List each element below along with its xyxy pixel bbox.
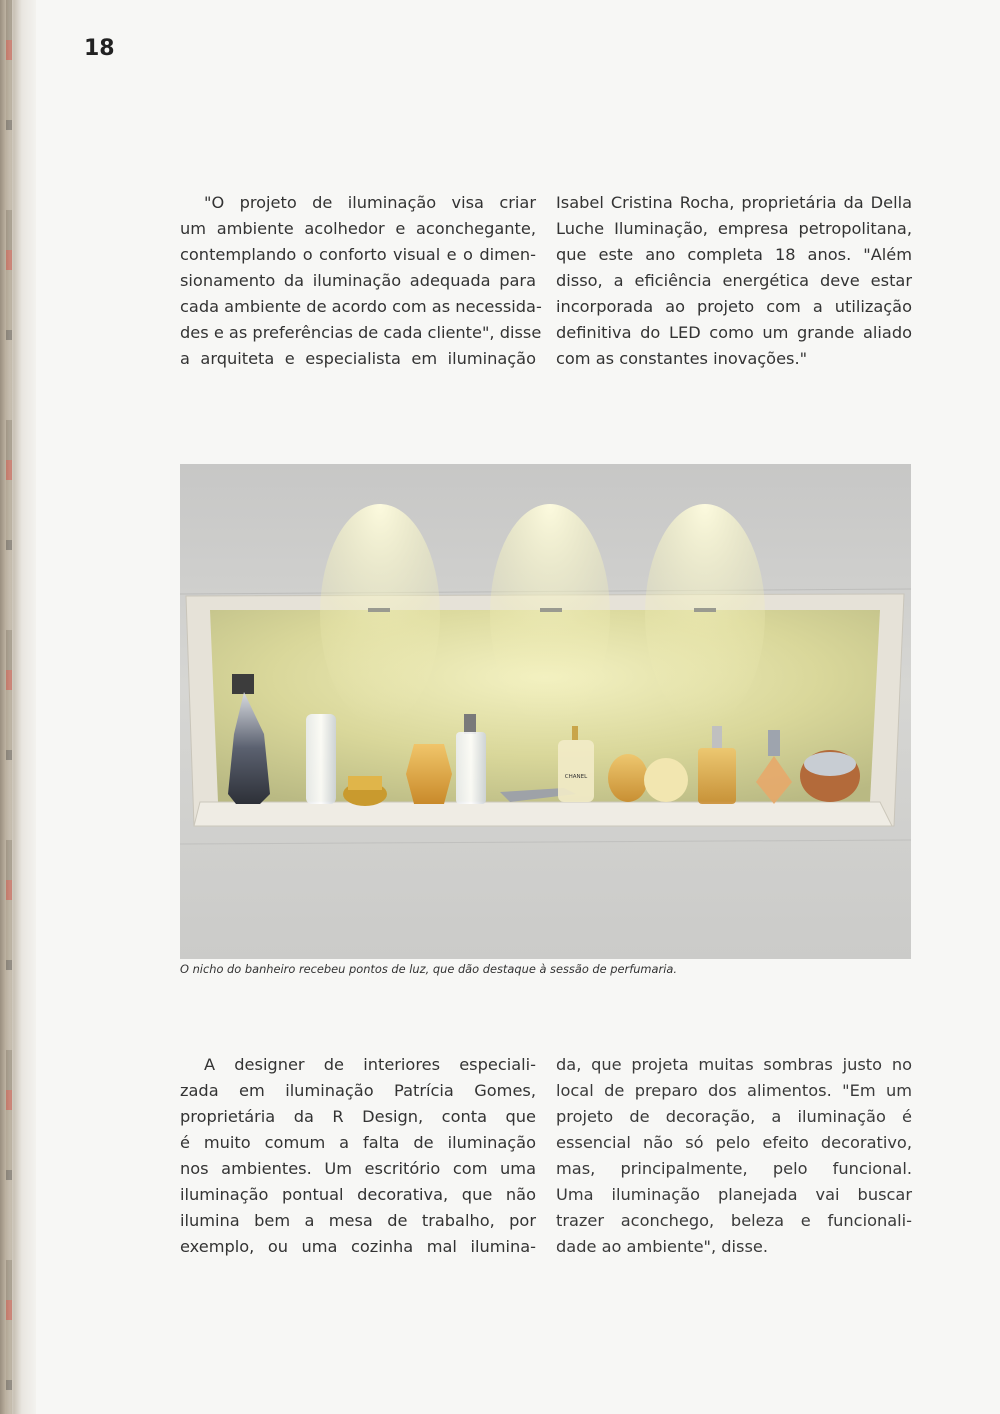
text-line: é muito comum a falta de iluminação	[180, 1133, 536, 1152]
text-line: trazer aconchego, beleza e funcionali-	[556, 1211, 912, 1230]
text-line: da, que projeta muitas sombras justo no	[556, 1055, 912, 1074]
text-line: proprietária da R Design, conta que	[180, 1107, 536, 1126]
text-line: Uma iluminação planejada vai buscar	[556, 1185, 912, 1204]
text-line: disso, a eficiência energética deve estar	[556, 271, 912, 290]
photo-caption: O nicho do banheiro recebeu pontos de luz, que dão destaque à sessão de perfumaria.	[180, 962, 677, 976]
perfume-bottle-gold-gem	[406, 744, 452, 804]
text-line: exemplo, ou uma cozinha mal ilumina-	[180, 1237, 536, 1256]
text-line: local de preparo dos alimentos. "Em um	[556, 1081, 912, 1100]
text-line: ilumina bem a mesa de trabalho, por	[180, 1211, 536, 1230]
text-line: dade ao ambiente", disse.	[556, 1237, 769, 1256]
text-line: Luche Iluminação, empresa petropolitana,	[556, 219, 912, 238]
light-spot	[320, 504, 440, 724]
niche-photo-illustration	[180, 464, 911, 959]
spot-fixture	[694, 608, 716, 612]
perfume-bottle-clear	[456, 732, 486, 804]
text-line: definitiva do LED como um grande aliado	[556, 323, 912, 342]
perfume-cap	[768, 730, 780, 756]
article-column-top-right	[556, 190, 912, 372]
text-line: contemplando o conforto visual e o dimen-	[180, 245, 536, 264]
text-line: mas, principalmente, pelo funcional.	[556, 1159, 912, 1178]
perfume-cap	[232, 674, 254, 694]
light-spot	[645, 504, 765, 724]
text-line: nos ambientes. Um escritório com uma	[180, 1159, 536, 1178]
perfume-cap	[572, 726, 578, 740]
text-line: projeto de decoração, a iluminação é	[556, 1107, 912, 1126]
chanel-label: CHANEL	[564, 774, 588, 780]
photo-bathroom-niche	[180, 464, 911, 959]
article-column-bottom-left	[180, 1052, 536, 1260]
perfume-bottle-cream	[644, 758, 688, 802]
text-line: cada ambiente de acordo com as necessida-	[180, 297, 542, 316]
perfume-bottle-amber	[608, 754, 648, 802]
spot-fixture	[368, 608, 390, 612]
text-line: iluminação pontual decorativa, que não	[180, 1185, 536, 1204]
text-line: que este ano completa 18 anos. "Além	[556, 245, 912, 264]
text-line: sionamento da iluminação adequada para	[180, 271, 536, 290]
perfume-bottle-chanel	[558, 740, 594, 802]
article-column-top-left	[180, 190, 542, 372]
text-line: "O projeto de iluminação visa criar	[204, 193, 536, 212]
perfume-cap	[712, 726, 722, 748]
text-line: um ambiente acolhedor e aconchegante,	[180, 219, 536, 238]
text-line: Isabel Cristina Rocha, proprietária da Della	[556, 193, 912, 212]
perfume-cap	[348, 776, 382, 790]
perfume-bottle-amber	[698, 748, 736, 804]
text-line: incorporada ao projeto com a utilização	[556, 297, 912, 316]
text-line: zada em iluminação Patrícia Gomes,	[180, 1081, 536, 1100]
perfume-cap	[464, 714, 476, 734]
text-line: a arquiteta e especialista em iluminação	[180, 349, 536, 368]
text-line: essencial não só pelo efeito decorativo,	[556, 1133, 912, 1152]
perfume-cap	[804, 752, 856, 776]
spot-fixture	[540, 608, 562, 612]
text-line: des e as preferências de cada cliente", disse	[180, 323, 542, 342]
text-line: com as constantes inovações."	[556, 349, 808, 368]
page-number: 18	[84, 36, 115, 61]
perfume-bottle-clear	[306, 714, 336, 804]
binding-strip	[6, 0, 12, 1414]
article-column-bottom-right	[556, 1052, 912, 1260]
niche-shelf	[194, 802, 892, 826]
light-spot	[490, 504, 610, 724]
text-line: A designer de interiores especiali-	[204, 1055, 536, 1074]
